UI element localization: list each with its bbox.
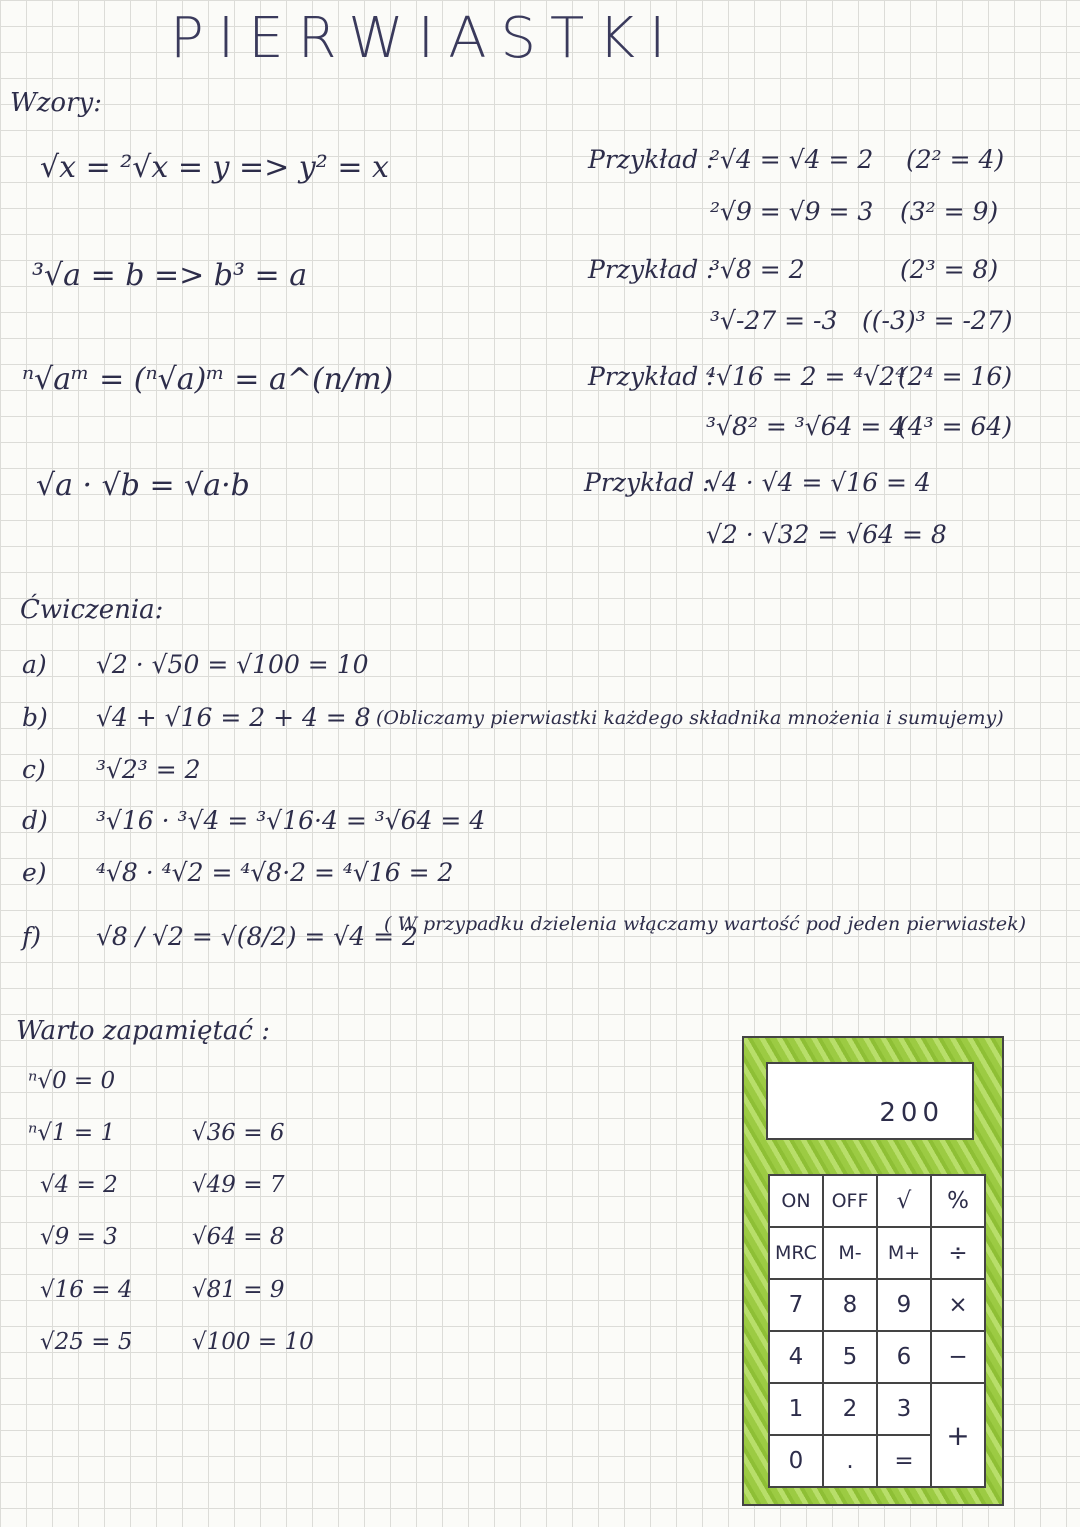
memo-item: √25 = 5	[40, 1329, 133, 1355]
formula-line: ³√a = b => b³ = a	[32, 258, 308, 293]
example-check: (2³ = 8)	[900, 255, 999, 284]
example-expr: √2 · √32 = √64 = 8	[706, 520, 947, 549]
example-check: (2² = 4)	[906, 145, 1005, 174]
page-title: PIERWIASTKI	[170, 6, 680, 71]
key-4: 4	[770, 1332, 824, 1384]
key-minus: −	[932, 1332, 986, 1384]
memo-item: √9 = 3	[40, 1224, 118, 1250]
exercise-label: a)	[22, 650, 47, 679]
wzory-heading: Wzory:	[10, 88, 102, 118]
formula-line: √x = ²√x = y => y² = x	[40, 150, 389, 185]
exercise-expr: ³√16 · ³√4 = ³√16·4 = ³√64 = 4	[95, 806, 486, 835]
example-check: ((-3)³ = -27)	[862, 306, 1013, 335]
example-expr: ²√4 = √4 = 2	[710, 145, 874, 174]
memo-item: √81 = 9	[192, 1277, 285, 1303]
example-label: Przykład :	[588, 362, 715, 391]
key-percent: %	[932, 1176, 986, 1228]
example-expr: ³√8² = ³√64 = 4	[706, 412, 906, 441]
key-5: 5	[824, 1332, 878, 1384]
example-expr: ³√-27 = -3	[710, 306, 838, 335]
formula-line: √a · √b = √a·b	[36, 468, 250, 503]
key-multiply: ×	[932, 1280, 986, 1332]
key-3: 3	[878, 1384, 932, 1436]
exercise-row	[22, 858, 453, 887]
exercise-row	[22, 922, 418, 951]
memo-item: ⁿ√0 = 0	[28, 1068, 116, 1094]
key-m-minus: M-	[824, 1228, 878, 1280]
key-1: 1	[770, 1384, 824, 1436]
key-2: 2	[824, 1384, 878, 1436]
exercise-note: (Obliczamy pierwiastki każdego składnika mnożenia i sumujemy)	[376, 707, 1004, 729]
key-0: 0	[770, 1436, 824, 1488]
memo-item: √49 = 7	[192, 1172, 285, 1198]
calculator-screen	[766, 1062, 974, 1140]
cwiczenia-heading: Ćwiczenia:	[20, 595, 164, 625]
example-expr: √4 · √4 = √16 = 4	[706, 468, 931, 497]
exercise-expr: √4 + √16 = 2 + 4 = 8	[95, 703, 371, 732]
key-on: ON	[770, 1176, 824, 1228]
key-plus: +	[932, 1384, 986, 1488]
example-expr: ²√9 = √9 = 3	[710, 197, 874, 226]
exercise-expr: ³√2³ = 2	[95, 755, 201, 784]
key-equals: =	[878, 1436, 932, 1488]
key-divide: ÷	[932, 1228, 986, 1280]
calculator-drawing	[742, 1036, 1004, 1506]
example-expr: ³√8 = 2	[710, 255, 805, 284]
memo-item: √100 = 10	[192, 1329, 314, 1355]
exercise-note: ( W przypadku dzielenia włączamy wartość pod jeden pierwiastek)	[384, 913, 1027, 935]
key-6: 6	[878, 1332, 932, 1384]
example-label: Przykład :	[588, 145, 715, 174]
exercise-row	[22, 650, 369, 679]
memo-item: ⁿ√1 = 1	[28, 1120, 116, 1146]
exercise-label: e)	[22, 858, 47, 887]
exercise-label: d)	[22, 806, 48, 835]
key-off: OFF	[824, 1176, 878, 1228]
exercise-row	[22, 703, 371, 732]
exercise-row	[22, 755, 201, 784]
exercise-expr: √8 / √2 = √(8/2) = √4 = 2	[95, 922, 418, 951]
key-9: 9	[878, 1280, 932, 1332]
calculator-keypad	[768, 1174, 986, 1488]
memo-item: √64 = 8	[192, 1224, 285, 1250]
exercise-expr: ⁴√8 · ⁴√2 = ⁴√8·2 = ⁴√16 = 2	[95, 858, 454, 887]
example-label: Przykład :	[588, 255, 715, 284]
memo-item: √36 = 6	[192, 1120, 285, 1146]
key-8: 8	[824, 1280, 878, 1332]
key-dot: .	[824, 1436, 878, 1488]
key-7: 7	[770, 1280, 824, 1332]
key-sqrt: √	[878, 1176, 932, 1228]
exercise-row	[22, 806, 485, 835]
example-check: (3² = 9)	[900, 197, 999, 226]
warto-heading: Warto zapamiętać :	[16, 1016, 270, 1046]
exercise-expr: √2 · √50 = √100 = 10	[95, 650, 369, 679]
exercise-label: c)	[22, 755, 46, 784]
example-check: (2⁴ = 16)	[898, 362, 1013, 391]
memo-item: √4 = 2	[40, 1172, 118, 1198]
memo-item: √16 = 4	[40, 1277, 133, 1303]
calculator-display: 200	[879, 1098, 944, 1128]
example-check: (4³ = 64)	[898, 412, 1013, 441]
exercise-label: f)	[22, 922, 42, 951]
key-mrc: MRC	[770, 1228, 824, 1280]
exercise-label: b)	[22, 703, 48, 732]
formula-line: ⁿ√aᵐ = (ⁿ√a)ᵐ = a^(n/m)	[22, 362, 394, 397]
example-expr: ⁴√16 = 2 = ⁴√2⁴	[706, 362, 906, 391]
key-m-plus: M+	[878, 1228, 932, 1280]
example-label: Przykład :	[584, 468, 711, 497]
